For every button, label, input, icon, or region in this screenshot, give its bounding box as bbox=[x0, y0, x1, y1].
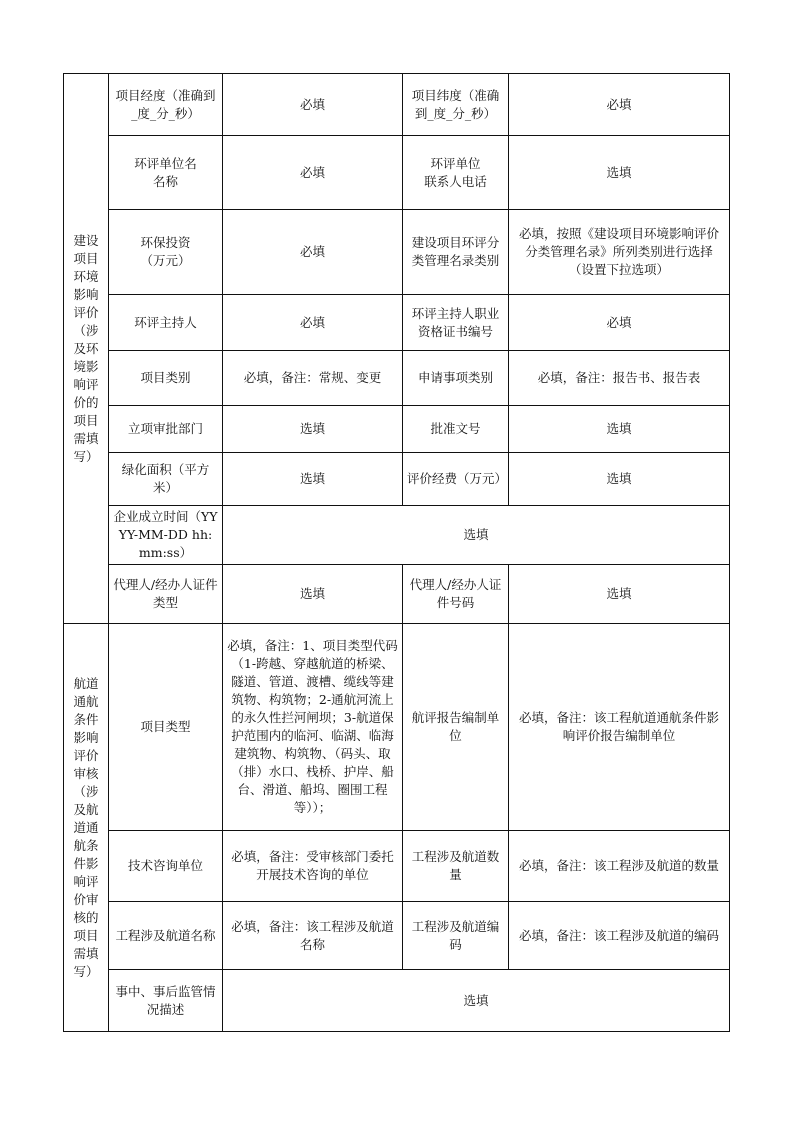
field-value: 必填，备注：该工程涉及航道的编码 bbox=[509, 902, 730, 970]
field-label: 环保投资 （万元） bbox=[109, 210, 223, 295]
table-row bbox=[64, 406, 730, 453]
field-label: 工程涉及航道名称 bbox=[109, 902, 223, 970]
field-label: 绿化面积（平方米） bbox=[109, 453, 223, 506]
field-label: 评价经费（万元） bbox=[403, 453, 509, 506]
field-value: 必填，备注：报告书、报告表 bbox=[509, 351, 730, 406]
field-label: 技术咨询单位 bbox=[109, 831, 223, 902]
field-label: 项目类型 bbox=[109, 624, 223, 831]
field-value: 必填，备注：该工程航道通航条件影响评价报告编制单位 bbox=[509, 624, 730, 831]
field-label: 建设项目环评分类管理名录类别 bbox=[403, 210, 509, 295]
field-value: 选填 bbox=[223, 970, 730, 1032]
table-row bbox=[64, 351, 730, 406]
field-value: 选填 bbox=[509, 136, 730, 210]
field-value: 选填 bbox=[509, 565, 730, 624]
table-row bbox=[64, 136, 730, 210]
field-label: 环评单位 联系人电话 bbox=[403, 136, 509, 210]
field-value: 必填，按照《建设项目环境影响评价分类管理名录》所列类别进行选择（设置下拉选项） bbox=[509, 210, 730, 295]
table-row bbox=[64, 74, 730, 136]
field-label: 项目类别 bbox=[109, 351, 223, 406]
field-value: 选填 bbox=[223, 453, 403, 506]
field-label: 项目纬度（准确到_度_分_秒） bbox=[403, 74, 509, 136]
field-value: 选填 bbox=[509, 406, 730, 453]
field-label: 项目经度（准确到_度_分_秒） bbox=[109, 74, 223, 136]
form-table bbox=[63, 73, 730, 1032]
field-value: 必填 bbox=[223, 210, 403, 295]
field-label: 环评主持人职业资格证书编号 bbox=[403, 295, 509, 351]
field-label: 航评报告编制单位 bbox=[403, 624, 509, 831]
field-value: 选填 bbox=[223, 406, 403, 453]
field-value: 必填，备注：该工程涉及航道的数量 bbox=[509, 831, 730, 902]
field-value: 必填，备注：受审核部门委托开展技术咨询的单位 bbox=[223, 831, 403, 902]
field-label: 申请事项类别 bbox=[403, 351, 509, 406]
field-label: 立项审批部门 bbox=[109, 406, 223, 453]
field-label: 代理人/经办人证件类型 bbox=[109, 565, 223, 624]
field-value: 必填 bbox=[509, 74, 730, 136]
field-value: 必填 bbox=[509, 295, 730, 351]
table-row bbox=[64, 210, 730, 295]
field-value: 必填 bbox=[223, 295, 403, 351]
field-label: 代理人/经办人证件号码 bbox=[403, 565, 509, 624]
field-label: 环评主持人 bbox=[109, 295, 223, 351]
field-value: 必填，备注：1、项目类型代码（1-跨越、穿越航道的桥梁、隧道、管道、渡槽、缆线等建筑物、构筑物；2-通航河流上的永久性拦河闸坝；3-航道保护范围内的临河、临湖、临海建筑物、构筑物、（码头、取（排）水口、栈桥、护岸、船台、滑道、船坞、圈围工程等））； bbox=[223, 624, 403, 831]
table-row bbox=[64, 565, 730, 624]
field-value: 必填 bbox=[223, 136, 403, 210]
field-label: 工程涉及航道编码 bbox=[403, 902, 509, 970]
table-row bbox=[64, 506, 730, 565]
field-value: 必填，备注：该工程涉及航道名称 bbox=[223, 902, 403, 970]
field-label: 批准文号 bbox=[403, 406, 509, 453]
group-label-nav: 航道通航条件影响评价审核（涉及航道通航条件影响评价审核的项目需填写） bbox=[64, 624, 109, 1032]
field-value: 选填 bbox=[509, 453, 730, 506]
table-row bbox=[64, 902, 730, 970]
field-label: 环评单位名 名称 bbox=[109, 136, 223, 210]
field-value: 必填，备注：常规、变更 bbox=[223, 351, 403, 406]
field-label: 工程涉及航道数量 bbox=[403, 831, 509, 902]
group-label-eia: 建设项目环境影响评价（涉及环境影响评价的项目需填写） bbox=[64, 74, 109, 624]
field-value: 选填 bbox=[223, 506, 730, 565]
field-value: 必填 bbox=[223, 74, 403, 136]
table-row bbox=[64, 970, 730, 1032]
table-row bbox=[64, 624, 730, 831]
field-value: 选填 bbox=[223, 565, 403, 624]
table-row bbox=[64, 831, 730, 902]
field-label: 事中、事后监管情况描述 bbox=[109, 970, 223, 1032]
table-row bbox=[64, 295, 730, 351]
table-row bbox=[64, 453, 730, 506]
field-label: 企业成立时间（YYYY-MM-DD hh:mm:ss） bbox=[109, 506, 223, 565]
